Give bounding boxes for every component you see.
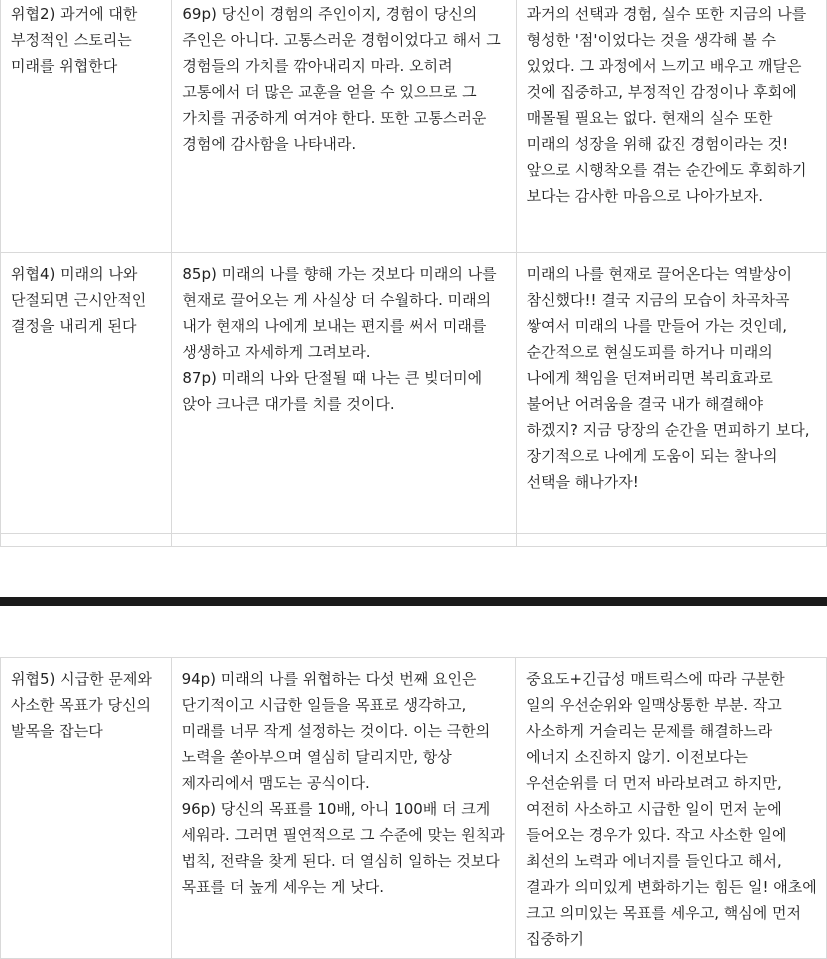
table-row [1,253,827,534]
threat-text: 위협5) 시급한 문제와 사소한 목표가 당신의 발목을 잡는다 [11,670,152,740]
notes-table-bottom [0,657,827,959]
quote-text: 69p) 당신이 경험의 주인이지, 경험이 당신의 주인은 아니다. 고통스러운 경험이었다고 해서 그 경험들의 가치를 깎아내리지 마라. 오히려 고통에서 더 많은 교훈을 얻을 수 있으므로 그 가치를 귀중하게 여겨야 한다. 또한 고통스러운 경험에 감사함을 나타내라. [182,5,501,153]
reflection-text: 미래의 나를 현재로 끌어온다는 역발상이 참신했다!! 결국 지금의 모습이 차곡차곡 쌓여서 미래의 나를 만들어 가는 것인데, 순간적으로 현실도피를 하거나 미래의 나에게 책임을 던져버리면 복리효과로 불어난 어려움을 결국 내가 해결해야 하겠지? 지금 당장의 순간을 면피하기 보다, 장기적으로 나에게 도움이 되는 찰나의 선택을 해나가자! [526,265,810,491]
empty-cell [516,534,826,547]
table-row [1,658,827,959]
reflection-text: 과거의 선택과 경험, 실수 또한 지금의 나를 형성한 '점'이었다는 것을 생각해 볼 수 있었다. 그 과정에서 느끼고 배우고 깨달은 것에 집중하고, 부정적인 감정이나 후회에 매몰될 필요는 없다. 현재의 실수 또한 미래의 성장을 위해 값진 경험이라는 것! 앞으로 시행착오를 겪는 순간에도 후회하기 보다는 감사한 마음으로 나아가보자. [526,5,807,205]
table-row [1,0,827,253]
reflection-text: 중요도+긴급성 매트릭스에 따라 구분한 일의 우선순위와 일맥상통한 부분. 작고 사소하게 거슬리는 문제를 해결하느라 에너지 소진하지 않기. 이전보다는 우선순위를 더 먼저 바라보려고 하지만, 여전히 사소하고 시급한 일이 먼저 눈에 들어오는 경우가 있다. 작고 사소한 일에 최선의 노력과 에너지를 들인다고 해서, 결과가 의미있게 변화하기는 힘든 일! 애초에 크고 의미있는 목표를 세우고, 핵심에 먼저 집중하기 [526,670,817,948]
quote-cell [172,0,516,253]
section-divider [0,597,827,606]
reflection-cell [516,0,826,253]
quote-text: 87p) 미래의 나와 단절될 때 나는 큰 빚더미에 앉아 크나큰 대가를 치를 것이다. [182,369,483,413]
table-row [1,534,827,547]
quote-text: 96p) 당신의 목표를 10배, 아니 100배 더 크게 세워라. 그러면 필연적으로 그 수준에 맞는 원칙과 법칙, 전략을 찾게 된다. 더 열심히 일하는 것보다 목표를 더 높게 세우는 게 낫다. [181,800,505,896]
quote-text: 85p) 미래의 나를 향해 가는 것보다 미래의 나를 현재로 끌어오는 게 사실상 더 수월하다. 미래의 내가 현재의 나에게 보내는 편지를 써서 미래를 생생하고 자세하게 그려보라. [182,265,497,361]
quote-cell [171,658,516,959]
reflection-cell [516,253,826,534]
quote-cell [172,253,516,534]
reflection-cell [516,658,827,959]
threat-cell [1,253,172,534]
threat-cell [1,658,172,959]
threat-cell [1,0,172,253]
empty-cell [172,534,516,547]
quote-text: 94p) 미래의 나를 위협하는 다섯 번째 요인은 단기적이고 시급한 일들을 목표로 생각하고, 미래를 너무 작게 설정하는 것이다. 이는 극한의 노력을 쏟아부으며 열심히 달리지만, 항상 제자리에서 맴도는 공식이다. [181,670,491,792]
threat-text: 위협4) 미래의 나와 단절되면 근시안적인 결정을 내리게 된다 [11,265,147,335]
empty-cell [1,534,172,547]
threat-text: 위협2) 과거에 대한 부정적인 스토리는 미래를 위협한다 [11,5,138,75]
